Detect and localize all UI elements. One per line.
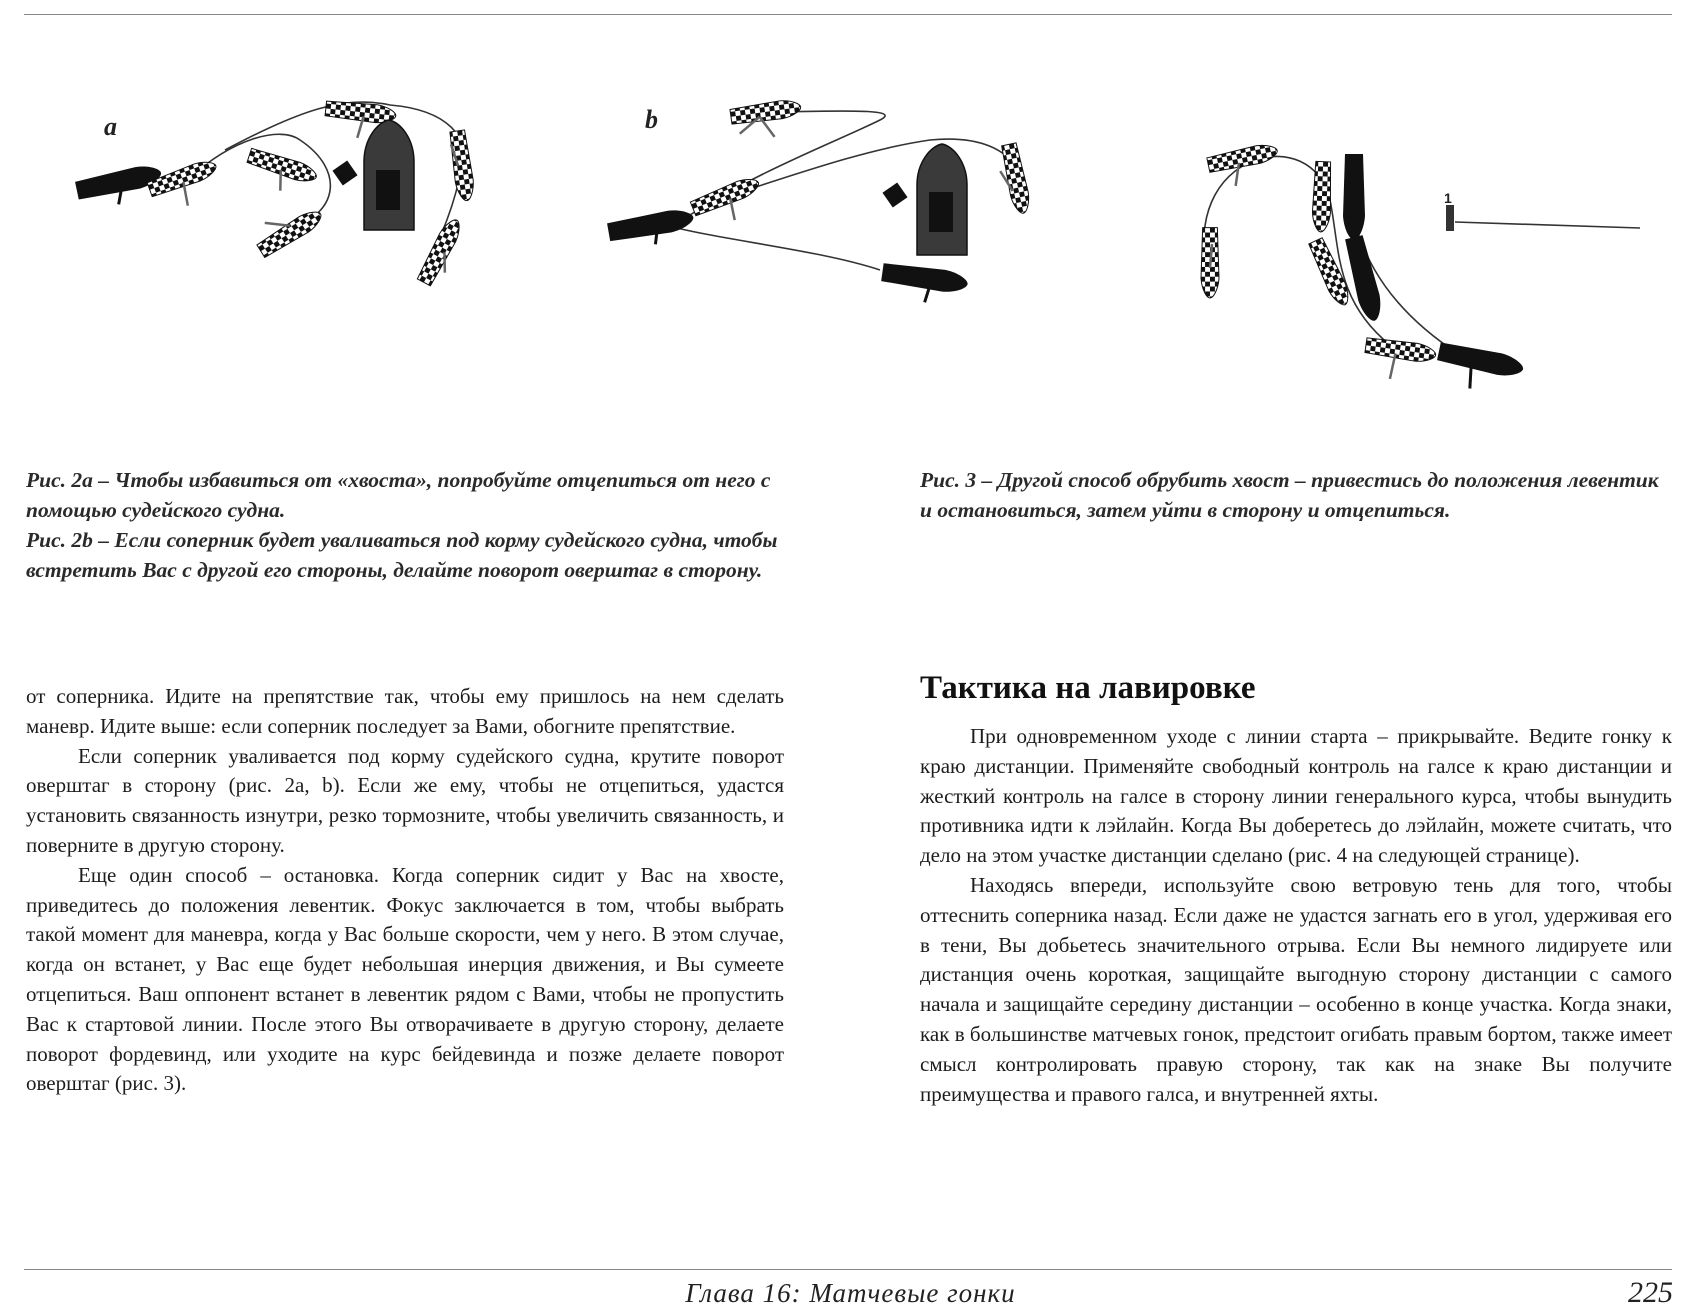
- boat-black-3-2: [1343, 235, 1385, 324]
- boat-checkered-2a-5: [448, 130, 476, 202]
- right-paragraph-1: При одновременном уходе с линии старта – прикрывайте. Ведите гонку к краю дистанции. Применяйте свободный контроль на галсе к краю дистанции и жесткий контроль на галсе в сторону линии генерального курса, чтобы вынудить противника идти к лэйлайн. Когда Вы доберетесь до лэйлайн, можете считать, что дело на этом участке дистанции сделано (рис. 4 на следующей странице).: [920, 724, 1672, 868]
- caption-fig-2b: Рис. 2b – Если соперник будет уваливаться под корму судейского судна, чтобы встретить Вас с другой его стороны, делайте поворот оверштаг в сторону.: [26, 528, 778, 582]
- figure-2a: [75, 99, 476, 288]
- figure-label-b: b: [645, 105, 658, 134]
- boat-black-3-1: [1343, 154, 1365, 240]
- page-number: 225: [1628, 1276, 1673, 1309]
- boat-black-3-3: [1433, 341, 1526, 399]
- boat-checkered-2a-6: [416, 216, 469, 289]
- mark-diamond-2a: [332, 160, 357, 185]
- left-paragraph-3: Еще один способ – остановка. Когда соперник сидит у Вас на хвосте, приведитесь до положения левентик. Фокус заключается в том, чтобы выбрать такой момент для маневра, когда у Вас больше скорости, чем у него. В этом случае, когда он встанет, у Вас еще будет небольшая инерция движения, и Вы сумеете отцепиться. Ваш оппонент встанет в левентик рядом с Вами, чтобы не пропустить Вас к стартовой линии. После этого Вы отворачиваете в другую сторону, делаете поворот фордевинд, или уходите на курс бейдевинда и позже делаете поворот оверштаг (рис. 3).: [26, 862, 784, 1096]
- figure-2b: [607, 98, 1033, 308]
- start-mark-flag: [1444, 190, 1454, 231]
- bottom-rule: [24, 1269, 1672, 1270]
- boat-black-2b-2: [879, 261, 969, 308]
- boat-checkered-3-5: [1362, 336, 1437, 384]
- track-lines-2a: [190, 102, 464, 255]
- left-paragraph-1: от соперника. Идите на препятствие так, чтобы ему пришлось на нем сделать маневр. Идите выше: если соперник последует за Вами, обогните препятствие.: [26, 684, 784, 738]
- caption-fig-2a: Рис. 2а – Чтобы избавиться от «хвоста», попробуйте отцепиться от него с помощью судейского судна.: [26, 468, 771, 522]
- section-heading: Тактика на лавировке: [920, 670, 1256, 706]
- left-paragraph-2: Если соперник уваливается под корму судейского судна, крутите поворот оверштаг в сторону (рис. 2а, b). Если же ему, чтобы не отцепиться, удастся установить связанность изнутри, резко тормозните, чтобы увеличить связанность, и поверните в другую сторону.: [26, 743, 784, 857]
- figure-diagrams: [0, 70, 1701, 430]
- boat-checkered-2b-3: [995, 143, 1032, 217]
- chapter-title: Глава 16: Матчевые гонки: [685, 1278, 1016, 1308]
- caption-figure-2: [26, 465, 846, 585]
- right-column: [920, 722, 1672, 1109]
- caption-figure-3: [920, 465, 1660, 525]
- mark-diamond-2b: [882, 182, 907, 207]
- figure-label-a: a: [104, 112, 117, 141]
- caption-fig-3: Рис. 3 – Другой способ обрубить хвост – привестись до положения левентик и остановиться, затем уйти в сторону и отцепиться.: [920, 468, 1659, 522]
- boat-checkered-2a-1: [147, 157, 226, 216]
- boat-checkered-3-3: [1312, 161, 1332, 232]
- boat-checkered-2b-1: [730, 98, 805, 142]
- right-paragraph-2: Находясь впереди, используйте свою ветровую тень для того, чтобы оттеснить соперника назад. Если даже не удастся загнать его в угол, удерживая его в тени, Вы добьетесь значительного отрыва. Если Вы немного лидируете или дистанция очень короткая, защищайте выгодную сторону дистанции с самого начала и защищайте середину дистанции – особенно в конце участка. Когда знаки, как в большинстве матчевых гонок, предстоит огибать правым бортом, также имеет смысл контролировать правую сторону, так как на знаке Вы получите преимущества и правого галса, и внутренней яхты.: [920, 872, 1672, 1106]
- figure-3: [1201, 142, 1640, 399]
- top-rule: [24, 14, 1672, 15]
- committee-boat-2a: [332, 120, 414, 230]
- left-column: [26, 682, 784, 1099]
- track-lines-3: [1204, 156, 1640, 355]
- boat-checkered-2b-2: [690, 174, 768, 233]
- committee-boat-2b: [882, 144, 967, 255]
- boat-checkered-3-2: [1201, 228, 1219, 298]
- boat-checkered-3-4: [1307, 237, 1353, 308]
- boat-checkered-2a-3: [249, 195, 325, 259]
- start-mark-number: 1: [1444, 190, 1452, 206]
- boat-checkered-2a-2: [242, 147, 319, 200]
- boat-checkered-3-1: [1207, 142, 1283, 191]
